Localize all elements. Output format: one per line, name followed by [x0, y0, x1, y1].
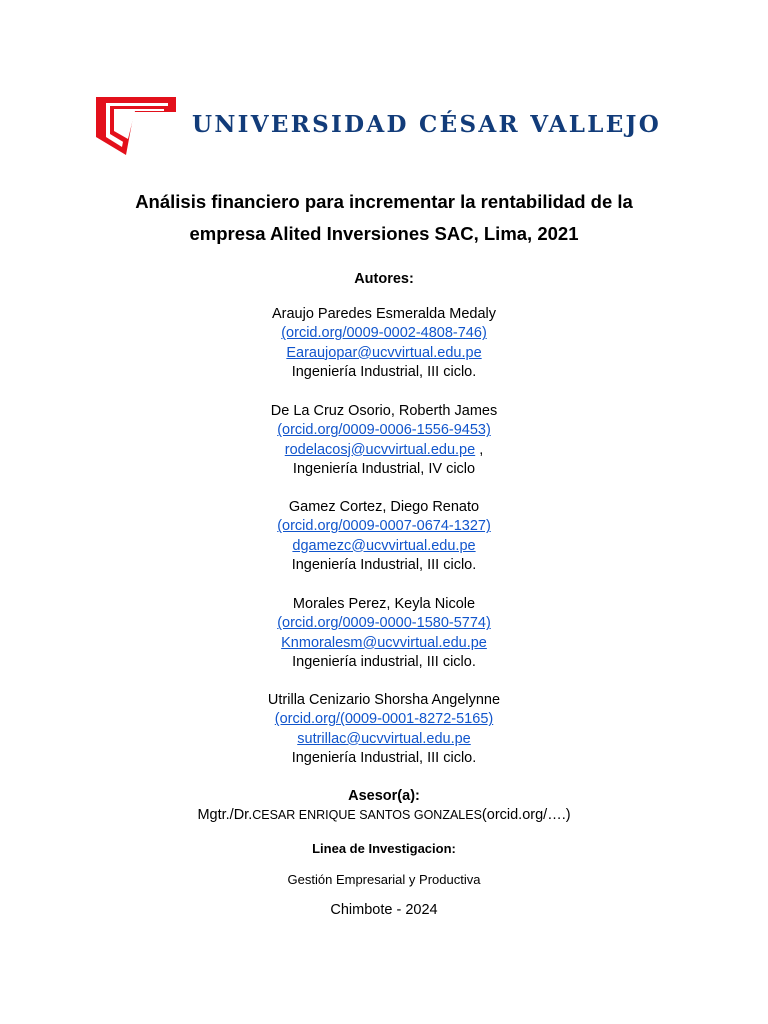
author-program: Ingeniería Industrial, III ciclo. [291, 363, 477, 380]
place-date: Chimbote - 2024 [330, 902, 438, 918]
author-block-2 [0, 402, 768, 479]
email-link[interactable]: Knmoralesm@ucvvirtual.edu.pe [281, 634, 487, 651]
document-title [0, 186, 768, 250]
email-link[interactable]: dgamezc@ucvvirtual.edu.pe [292, 537, 476, 554]
author-name: Utrilla Cenizario Shorsha Angelynne [267, 692, 501, 708]
advisor-orcid: (orcid.org/….) [481, 807, 571, 823]
authors-heading: Autores: [354, 271, 414, 287]
author-program: Ingeniería industrial, III ciclo. [292, 653, 476, 670]
author-block-1 [0, 305, 768, 382]
author-program: Ingeniería Industrial, III ciclo. [291, 749, 477, 766]
author-block-3 [0, 498, 768, 575]
email-link[interactable]: sutrillac@ucvvirtual.edu.pe [297, 730, 471, 747]
research-line-value: Gestión Empresarial y Productiva [287, 872, 481, 887]
orcid-link[interactable]: (orcid.org/0009-0000-1580-5774) [277, 615, 491, 632]
advisor-prefix: Mgtr./Dr. [197, 807, 253, 823]
research-line-heading: Linea de Investigacion: [312, 841, 456, 856]
author-block-5 [0, 691, 768, 768]
email-suffix: , [475, 441, 484, 458]
author-block-4 [0, 595, 768, 672]
university-logo [96, 97, 676, 157]
author-program: Ingeniería Industrial, IV ciclo [292, 460, 476, 477]
university-shield-icon [96, 97, 176, 155]
university-name: UNIVERSIDAD CÉSAR VALLEJO [192, 111, 662, 138]
orcid-link[interactable]: (orcid.org/0009-0002-4808-746) [281, 325, 487, 342]
author-program: Ingeniería Industrial, III ciclo. [291, 556, 477, 573]
advisor-line [0, 806, 768, 825]
orcid-link[interactable]: (orcid.org/0009-0007-0674-1327) [277, 518, 491, 535]
title-line-2: empresa Alited Inversiones SAC, Lima, 2021 [189, 223, 579, 244]
email-link[interactable]: Earaujopar@ucvvirtual.edu.pe [286, 344, 482, 361]
author-name: Morales Perez, Keyla Nicole [292, 596, 476, 612]
author-name: De La Cruz Osorio, Roberth James [270, 403, 498, 419]
email-link[interactable]: rodelacosj@ucvvirtual.edu.pe [284, 441, 476, 458]
orcid-link[interactable]: (orcid.org/0009-0006-1556-9453) [277, 422, 491, 439]
orcid-link[interactable]: (orcid.org/(0009-0001-8272-5165) [274, 711, 494, 728]
advisor-name: CESAR ENRIQUE SANTOS GONZALES [252, 808, 482, 822]
author-name: Gamez Cortez, Diego Renato [288, 499, 480, 515]
advisor-heading: Asesor(a): [348, 788, 420, 804]
title-line-1: Análisis financiero para incrementar la rentabilidad de la [135, 191, 633, 212]
author-name: Araujo Paredes Esmeralda Medaly [271, 306, 497, 322]
